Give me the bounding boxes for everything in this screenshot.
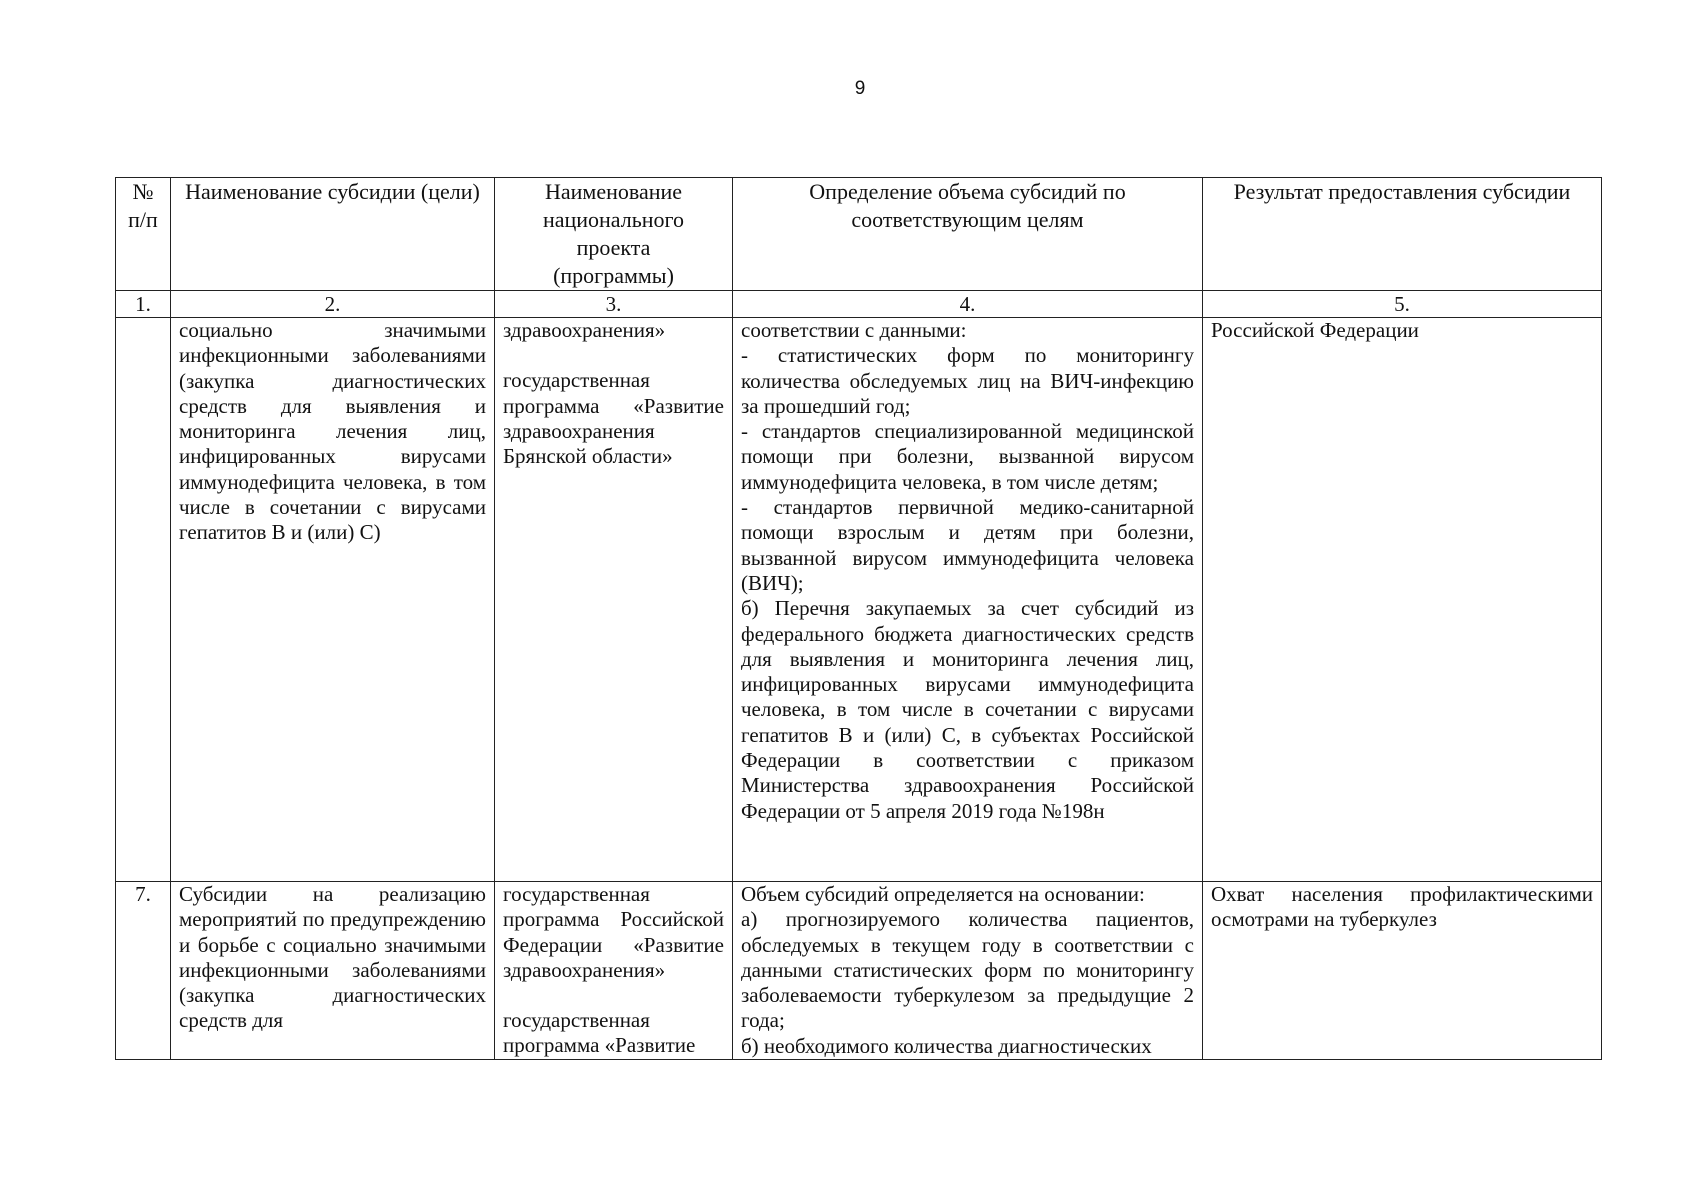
subsidy-table	[115, 177, 1602, 1060]
volume-text: а) прогнозируемого количества пациентов, обследуемых в текущем году в соответствии с данными статистических форм по мониторингу заболеваемости туберкулезом за предыдущие 2 года;	[741, 907, 1194, 1033]
header-subsidy-name: Наименование субсидии (цели)	[171, 178, 495, 291]
subsidy-name-text: Субсидии на реализацию мероприятий по предупреждению и борьбе с социально значимыми инфекционными заболеваниями (закупка диагностических средств для	[179, 882, 486, 1033]
header-row	[116, 178, 1602, 291]
page-number: 9	[854, 78, 866, 99]
subsidy-name-cell	[171, 318, 495, 882]
result-cell	[1203, 882, 1602, 1060]
subsidy-name-text: социально значимыми инфекционными заболеваниями (закупка диагностических средств для выявления и мониторинга лечения лиц, инфицированных вирусами иммунодефицита человека, в том числе в сочетании с вирусами гепатитов B и (или) C)	[179, 318, 486, 545]
volume-text: - стандартов специализированной медицинской помощи при болезни, вызванной вирусом иммунодефицита человека, в том числе детям;	[741, 419, 1194, 494]
volume-text: - стандартов первичной медико-санитарной помощи взрослым и детям при болезни, вызванной вирусом иммунодефицита человека (ВИЧ);	[741, 495, 1194, 595]
volume-text: б) необходимого количества диагностических	[741, 1033, 1152, 1058]
header-national-project: Наименование национального проекта (программы)	[495, 178, 733, 291]
table-row	[116, 318, 1602, 882]
volume-text: соответствии с данными:	[741, 318, 967, 342]
project-text: государственная программа «Развитие здравоохранения Брянской области»	[503, 368, 724, 469]
project-text: здравоохранения»	[503, 318, 666, 342]
column-number: 1.	[116, 291, 171, 318]
row-number	[116, 318, 171, 882]
header-num: № п/п	[116, 178, 171, 291]
row-number: 7.	[116, 882, 171, 1060]
column-number: 5.	[1203, 291, 1602, 318]
volume-definition-cell	[733, 882, 1203, 1060]
header-result: Результат предоставления субсидии	[1203, 178, 1602, 291]
column-number: 3.	[495, 291, 733, 318]
table-row	[116, 882, 1602, 1060]
project-text: государственная программа Российской Федерации «Развитие здравоохранения»	[503, 882, 724, 982]
result-cell	[1203, 318, 1602, 882]
national-project-cell	[495, 318, 733, 882]
column-number-row	[116, 291, 1602, 318]
result-text: Охват населения профилактическими осмотрами на туберкулез	[1211, 882, 1593, 932]
column-number: 4.	[733, 291, 1203, 318]
volume-text: Объем субсидий определяется на основании:	[741, 882, 1145, 906]
volume-text: - статистических форм по мониторингу количества обследуемых лиц на ВИЧ-инфекцию за прошедший год;	[741, 343, 1194, 418]
national-project-cell	[495, 882, 733, 1060]
column-number: 2.	[171, 291, 495, 318]
header-volume-definition: Определение объема субсидий по соответствующим целям	[733, 178, 1203, 291]
project-text: государственная программа «Развитие	[503, 1008, 696, 1058]
volume-text: б) Перечня закупаемых за счет субсидий из федерального бюджета диагностических средств для выявления и мониторинга лечения лиц, инфицированных вирусами иммунодефицита человека, в том числе в сочетании с вирусами гепатитов B и (или) C, в субъектах Российской Федерации в соответствии с приказом Министерства здравоохранения Российской Федерации от 5 апреля 2019 года №198н	[741, 596, 1194, 823]
subsidy-name-cell	[171, 882, 495, 1060]
volume-definition-cell	[733, 318, 1203, 882]
result-text: Российской Федерации	[1211, 318, 1419, 342]
